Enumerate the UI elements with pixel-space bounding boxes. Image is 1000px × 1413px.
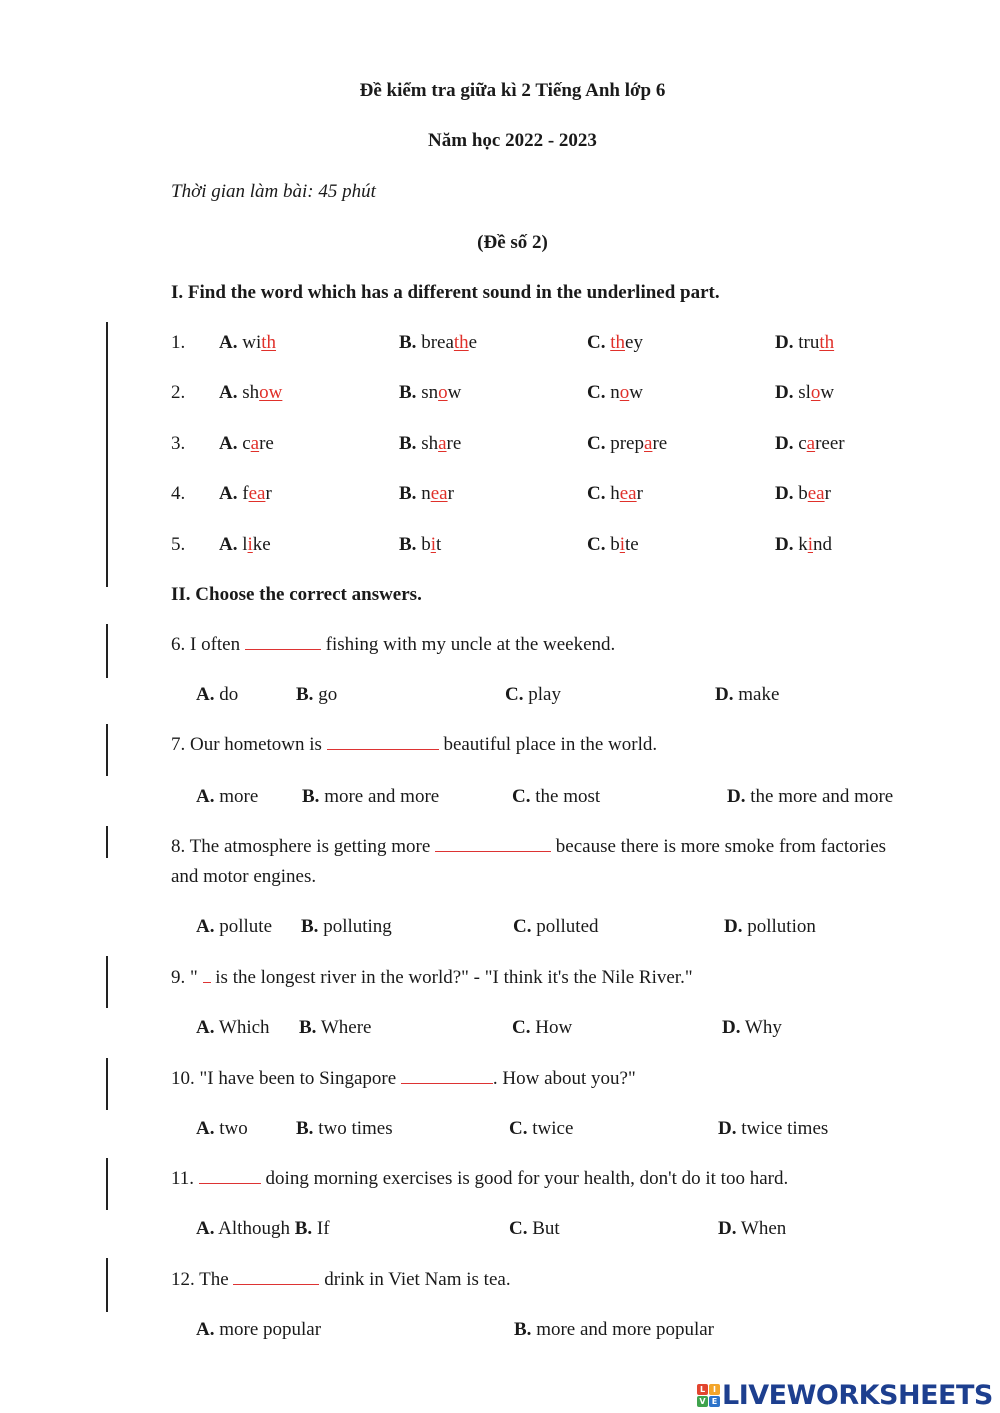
option-letter: C. [509, 1218, 528, 1239]
stem-text: because there is more smoke from factories [551, 836, 887, 857]
option-letter: C. [587, 534, 606, 555]
option-text: pollute [214, 916, 273, 937]
answer-blank[interactable] [199, 1169, 261, 1184]
answer-option[interactable] [196, 786, 258, 808]
word-part: r [636, 483, 643, 504]
margin-bar [106, 1258, 108, 1312]
option-text: twice times [736, 1118, 829, 1139]
question-number: 11. [171, 1168, 199, 1189]
option-text: polluted [531, 916, 599, 937]
option-text: pollution [742, 916, 816, 937]
option-text: more and more [319, 786, 440, 807]
word-part: re [446, 433, 462, 454]
answer-option[interactable] [399, 382, 461, 404]
option-letter: A. [196, 1319, 215, 1340]
test-code: (Đề số 2) [477, 232, 548, 253]
option-text: Which [214, 1017, 270, 1038]
option-letter: D. [775, 433, 794, 454]
word-part: tru [793, 332, 820, 353]
option-letter: C. [512, 1017, 531, 1038]
answer-option[interactable] [722, 1017, 782, 1039]
option-letter: A. [219, 332, 238, 353]
answer-option[interactable] [587, 483, 643, 505]
question-stem [171, 1168, 788, 1190]
answer-option[interactable] [296, 684, 337, 706]
option-text: make [733, 684, 780, 705]
option-text: But [527, 1218, 560, 1239]
option-text: more popular [214, 1319, 322, 1340]
option-text: two [214, 1118, 248, 1139]
word-part: prep [605, 433, 644, 454]
question-number: 8. [171, 836, 190, 857]
question-number: 5. [171, 534, 186, 555]
section-2-title: II. Choose the correct answers. [171, 584, 422, 605]
option-letter: A. [196, 1017, 215, 1038]
answer-option[interactable] [196, 1118, 248, 1140]
underlined-sound: th [261, 332, 277, 353]
word-part: r [447, 483, 454, 504]
option-letter: C. [587, 382, 606, 403]
word-part: f [237, 483, 249, 504]
margin-bar [106, 1158, 108, 1210]
answer-option[interactable] [512, 786, 600, 808]
underlined-sound: a [250, 433, 260, 454]
word-part: c [237, 433, 251, 454]
liveworksheets-logo [697, 1379, 993, 1411]
question-number: 4. [171, 483, 186, 504]
answer-option[interactable] [727, 786, 893, 808]
answer-blank[interactable] [233, 1270, 319, 1285]
answer-option[interactable] [775, 382, 834, 404]
answer-option[interactable] [587, 382, 643, 404]
option-letter: B. [399, 483, 417, 504]
stem-text: . How about you?" [492, 1068, 636, 1089]
answer-option[interactable] [196, 1017, 270, 1039]
question-stem [171, 1269, 511, 1291]
option-text: the more and more [745, 786, 894, 807]
option-text: the most [530, 786, 601, 807]
word-part: sn [416, 382, 439, 403]
word-part: ke [252, 534, 271, 555]
answer-option[interactable] [219, 382, 282, 404]
answer-option[interactable] [296, 1118, 393, 1140]
option-text: Where [316, 1017, 372, 1038]
answer-blank[interactable] [245, 635, 321, 650]
option-letter: D. [718, 1218, 737, 1239]
option-letter: A. [219, 534, 238, 555]
answer-option[interactable] [399, 332, 477, 354]
option-letter: D. [718, 1118, 737, 1139]
option-letter: B. [299, 1017, 317, 1038]
stem-text: "I have been to Singapore [199, 1068, 401, 1089]
word-part: r [265, 483, 272, 504]
answer-option[interactable] [512, 1017, 572, 1039]
word-part: re [259, 433, 274, 454]
option-text: two times [313, 1118, 393, 1139]
option-letter: A. [196, 786, 215, 807]
underlined-sound: ea [248, 483, 266, 504]
stem-text: The atmosphere is getting more [189, 836, 436, 857]
underlined-sound: ow [259, 382, 283, 403]
option-letter: C. [509, 1118, 528, 1139]
question-number: 12. [171, 1269, 200, 1290]
word-part: l [237, 534, 248, 555]
option-letter: A. [219, 382, 238, 403]
margin-bar [106, 624, 108, 678]
stem-text: doing morning exercises is good for your health, don't do it too hard. [260, 1168, 789, 1189]
underlined-sound: o [619, 382, 630, 403]
underlined-sound: o [810, 382, 821, 403]
underlined-sound: th [819, 332, 835, 353]
underlined-sound: ea [430, 483, 448, 504]
page-title: Đề kiểm tra giữa kì 2 Tiếng Anh lớp 6 [359, 80, 666, 101]
school-year: Năm học 2022 - 2023 [428, 130, 597, 151]
option-text: Although [214, 1218, 295, 1239]
option-letter: B. [301, 916, 319, 937]
answer-blank[interactable] [327, 735, 439, 750]
option-letter: D. [724, 916, 743, 937]
margin-bar [106, 724, 108, 776]
logo-tile: L [697, 1384, 708, 1395]
option-letter: B. [296, 1118, 314, 1139]
word-part: b [793, 483, 808, 504]
word-part: n [416, 483, 431, 504]
underlined-sound: th [453, 332, 469, 353]
stem-text: " [190, 967, 203, 988]
logo-text: LIVEWORKSHEETS [722, 1379, 993, 1411]
answer-option[interactable] [219, 332, 276, 354]
stem-text: is the longest river in the world?" - "I think it's the Nile River." [210, 967, 693, 988]
margin-bar [106, 1058, 108, 1110]
word-part: re [652, 433, 668, 454]
option-letter: C. [513, 916, 532, 937]
option-text: twice [527, 1118, 574, 1139]
question-number: 10. [171, 1068, 200, 1089]
margin-bar [106, 826, 108, 858]
option-text: more [214, 786, 259, 807]
answer-option[interactable] [587, 433, 667, 455]
answer-option[interactable] [196, 684, 238, 706]
question-number: 6. [171, 634, 190, 655]
option-letter: D. [722, 1017, 741, 1038]
answer-option[interactable] [399, 534, 441, 556]
option-text: polluting [318, 916, 392, 937]
option-letter: B. [399, 433, 417, 454]
question-stem [171, 734, 657, 756]
option-text: go [313, 684, 338, 705]
word-part: te [625, 534, 639, 555]
logo-tile: V [697, 1396, 708, 1407]
option-text: How [530, 1017, 573, 1038]
time-limit: Thời gian làm bài: 45 phút [171, 181, 376, 202]
option-letter: B. [302, 786, 320, 807]
answer-option[interactable] [219, 433, 274, 455]
word-part: c [793, 433, 807, 454]
option-letter: A. [196, 1118, 215, 1139]
question-stem [171, 634, 615, 656]
answer-blank[interactable] [435, 837, 551, 852]
word-part: k [793, 534, 808, 555]
word-part: n [605, 382, 620, 403]
question-number: 9. [171, 967, 190, 988]
answer-option[interactable] [775, 483, 831, 505]
question-number: 3. [171, 433, 186, 454]
underlined-sound: i [807, 534, 814, 555]
option-letter: C. [587, 433, 606, 454]
answer-option[interactable] [514, 1319, 714, 1341]
section-1-title: I. Find the word which has a different sound in the underlined part. [171, 282, 720, 303]
option-text: do [214, 684, 239, 705]
underlined-sound: ea [619, 483, 637, 504]
answer-option[interactable] [219, 534, 271, 556]
option-letter: D. [775, 483, 794, 504]
underlined-sound: a [438, 433, 447, 454]
word-part: sh [416, 433, 439, 454]
answer-option[interactable] [724, 916, 816, 938]
question-number: 2. [171, 382, 186, 403]
option-letter: B. [399, 534, 417, 555]
word-part: sl [793, 382, 811, 403]
answer-option[interactable] [196, 1218, 330, 1240]
answer-option[interactable] [196, 1319, 321, 1341]
answer-option[interactable] [301, 916, 392, 938]
answer-option[interactable] [219, 483, 272, 505]
answer-option[interactable] [775, 332, 834, 354]
option-text: When [736, 1218, 787, 1239]
underlined-sound: i [619, 534, 626, 555]
word-part: b [605, 534, 620, 555]
answer-option[interactable] [509, 1118, 573, 1140]
question-stem [171, 967, 693, 989]
word-part: w [820, 382, 835, 403]
answer-option[interactable] [587, 332, 643, 354]
answer-option[interactable] [399, 483, 454, 505]
answer-option[interactable] [196, 916, 272, 938]
answer-option[interactable] [587, 534, 639, 556]
option-letter: B. [514, 1319, 532, 1340]
option-letter: A. [196, 684, 215, 705]
option-letter: A. [196, 1218, 215, 1239]
option-letter: D. [775, 534, 794, 555]
underlined-sound: th [610, 332, 626, 353]
answer-option[interactable] [775, 534, 832, 556]
logo-tile: E [709, 1396, 720, 1407]
question-stem [171, 1068, 636, 1090]
option-letter: D. [775, 332, 794, 353]
stem-text: beautiful place in the world. [438, 734, 658, 755]
answer-option[interactable] [509, 1218, 560, 1240]
option-letter: B. [399, 382, 417, 403]
word-part: t [435, 534, 442, 555]
margin-bar [106, 322, 108, 587]
answer-blank[interactable] [203, 968, 211, 983]
option-letter: B. [294, 1218, 313, 1239]
question-number: 7. [171, 734, 190, 755]
underlined-sound: a [644, 433, 653, 454]
word-part: wi [237, 332, 262, 353]
option-letter: A. [219, 433, 238, 454]
word-part: reer [815, 433, 845, 454]
option-letter: A. [219, 483, 238, 504]
option-letter: C. [587, 332, 606, 353]
logo-tile: I [709, 1384, 720, 1395]
option-letter: D. [715, 684, 734, 705]
word-part: h [605, 483, 620, 504]
stem-text: The [199, 1269, 234, 1290]
word-part: brea [416, 332, 454, 353]
word-part: nd [813, 534, 833, 555]
stem-text: I often [190, 634, 245, 655]
word-part: e [468, 332, 478, 353]
word-part: w [629, 382, 643, 403]
option-letter: C. [587, 483, 606, 504]
option-text: more and more popular [531, 1319, 714, 1340]
answer-option[interactable] [505, 684, 561, 706]
answer-option[interactable] [718, 1118, 828, 1140]
option-text: If [312, 1218, 330, 1239]
option-letter: B. [399, 332, 417, 353]
answer-blank[interactable] [401, 1069, 493, 1084]
option-text: Why [740, 1017, 782, 1038]
answer-option[interactable] [399, 433, 461, 455]
word-part: b [416, 534, 431, 555]
margin-bar [106, 956, 108, 1008]
question-stem [171, 836, 886, 858]
word-part: ey [625, 332, 643, 353]
word-part: sh [237, 382, 260, 403]
underlined-sound: i [430, 534, 436, 555]
option-letter: C. [505, 684, 524, 705]
underlined-sound: a [806, 433, 816, 454]
answer-option[interactable] [715, 684, 779, 706]
stem-text: fishing with my uncle at the weekend. [320, 634, 616, 655]
underlined-sound: ea [807, 483, 825, 504]
word-part: r [824, 483, 831, 504]
underlined-sound: i [247, 534, 253, 555]
stem-text: Our hometown is [190, 734, 327, 755]
question-number: 1. [171, 332, 186, 353]
option-text: play [523, 684, 561, 705]
option-letter: C. [512, 786, 531, 807]
logo-icon [697, 1384, 720, 1407]
stem-text: drink in Viet Nam is tea. [319, 1269, 511, 1290]
answer-option[interactable] [718, 1218, 786, 1240]
answer-option[interactable] [775, 433, 845, 455]
word-part: w [447, 382, 462, 403]
answer-option[interactable] [299, 1017, 371, 1039]
option-letter: A. [196, 916, 215, 937]
underlined-sound: o [438, 382, 448, 403]
stem-continuation: and motor engines. [171, 866, 317, 887]
answer-option[interactable] [302, 786, 439, 808]
option-letter: B. [296, 684, 314, 705]
option-letter: D. [775, 382, 794, 403]
answer-option[interactable] [513, 916, 599, 938]
option-letter: D. [727, 786, 746, 807]
